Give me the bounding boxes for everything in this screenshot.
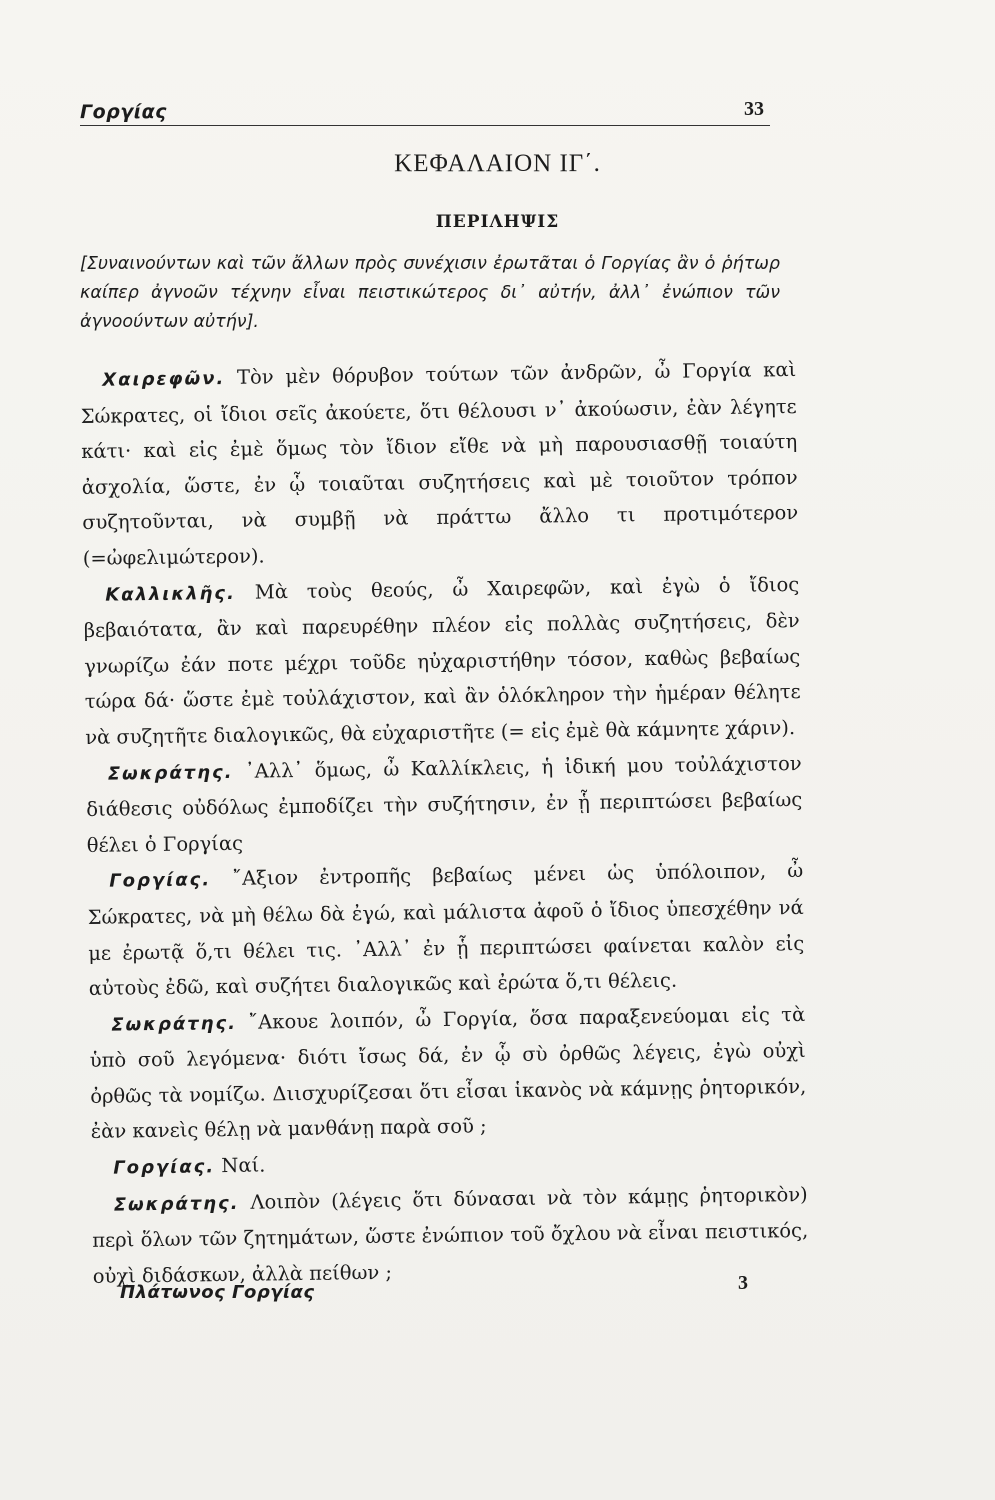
dialogue-paragraph <box>89 997 807 1150</box>
speech-text: ῎Αξιον ἐντροπῆς βεβαίως μένει ὡς ὑπόλοιπον, ὦ Σώκρατες, νὰ μὴ θέλω δὰ ἐγώ, καὶ μάλιστα ἀφοῦ ὁ ἴδιος ὑπεσχέθην νά με ἐρωτᾷ ὅ,τι θέλει τις. ᾽Αλλ᾽ ἐν ᾗ περιπτώσει φαίνεται καλὸν εἰς αὐτοὺς ἐδῶ, καὶ συζήτει διαλογικῶς καὶ ἐρώτα ὅ,τι θέλεις. <box>87 859 805 1001</box>
dialogue-body <box>80 352 809 1294</box>
speech-text: Τὸν μὲν θόρυβον τούτων τῶν ἀνδρῶν, ὦ Γοργία καὶ Σώκρατες, οἱ ἴδιοι σεῖς ἀκούετε, ὅτι θέλουσι ν᾽ ἀκούωσιν, ἐὰν λέγητε κάτι· καὶ εἰς ἐμὲ ὅμως τὸν ἴδιον εἴθε νὰ μὴ παρουσιασθῇ τοιαύτη ἀσχολία, ὥστε, ἐν ᾧ τοιαῦται συζητήσεις καὶ μὲ τοιοῦτον τρόπον συζητοῦνται, νὰ συμβῇ νὰ πράττω ἄλλο τι προτιμότερον (=ὠφελιμώτερον). <box>80 358 799 570</box>
dialogue-paragraph <box>87 853 805 1006</box>
speaker-name: Γοργίας. <box>113 1156 216 1179</box>
signature-mark: 3 <box>738 1272 748 1294</box>
speaker-name: Καλλικλῆς. <box>105 582 237 606</box>
running-title: Γοργίας <box>80 101 167 123</box>
speech-text: ᾽Αλλ᾽ ὅμως, ὦ Καλλίκλεις, ἡ ἰδική μου τοὐλάχιστον διάθεσις οὐδόλως ἐμποδίζει τὴν συζήτησιν, ἐν ᾗ περιπτώσει βεβαίως θέλει ὁ Γοργίας <box>86 751 803 857</box>
speaker-name: Χαιρεφῶν. <box>102 367 226 391</box>
speech-text: Ναί. <box>221 1153 266 1178</box>
dialogue-paragraph <box>92 1177 809 1295</box>
speech-text: ῎Ακουε λοιπόν, ὦ Γοργία, ὅσα παραξενεύομαι εἰς τὰ ὑπὸ σοῦ λεγόμενα· διότι ἴσως δά, ἐν ᾧ σὺ ὀρθῶς λέγεις, ἐγὼ οὐχὶ ὀρθῶς τὰ νομίζω. Διισχυρίζεσαι ὅτι εἶσαι ἱκανὸς νὰ κάμνῃς ῥητορικόν, ἐὰν κανεὶς θέλῃ νὰ μανθάνῃ παρὰ σοῦ ; <box>89 1002 807 1144</box>
dialogue-paragraph <box>80 352 799 577</box>
chapter-heading: ΚΕΦΑΛΑΙΟΝ ΙΓ΄. <box>394 150 601 177</box>
speaker-name: Σωκράτης. <box>113 1192 240 1216</box>
footer-book-title: Πλάτωνος Γοργίας <box>120 1282 315 1303</box>
speech-text: Λοιπὸν (λέγεις ὅτι δύνασαι νὰ τὸν κάμῃς ῥητορικὸν) περὶ ὅλων τῶν ζητημάτων, ὥστε ἐνώπιον τοῦ ὄχλου νὰ εἶναι πειστικός, οὐχὶ διδάσκων, ἀλλὰ πείθων ; <box>92 1182 809 1288</box>
speaker-name: Σωκράτης. <box>111 1012 238 1036</box>
dialogue-paragraph <box>83 567 801 756</box>
page-number: 33 <box>744 98 764 120</box>
speaker-name: Σωκράτης. <box>107 761 234 785</box>
page-header <box>80 95 770 126</box>
summary-heading: ΠΕΡΙΛΗΨΙΣ <box>435 212 560 232</box>
speech-text: Μὰ τοὺς θεούς, ὦ Χαιρεφῶν, καὶ ἐγὼ ὁ ἴδιος βεβαιότατα, ἂν καὶ παρευρέθην πλέον εἰς πολλὰς συζητήσεις, δὲν γνωρίζω ἐάν ποτε μέχρι τοῦδε ηὐχαριστήθην τόσον, καθὼς βεβαίως τώρα δά· ὥστε ἐμὲ τοὐλάχιστον, καὶ ἂν ὁλόκληρον τὴν ἡμέραν θέλητε νὰ συζητῆτε διαλογικῶς, θὰ εὐχαριστῆτε (= εἰς ἐμὲ θὰ κάμνητε χάριν). <box>83 572 801 749</box>
dialogue-paragraph <box>85 745 802 863</box>
speaker-name: Γοργίας. <box>109 869 212 892</box>
chapter-summary: [Συναινούντων καὶ τῶν ἄλλων πρὸς συνέχισιν ἐρωτᾶται ὁ Γοργίας ἂν ὁ ῥήτωρ καίπερ ἀγνοῶν τέχνην εἶναι πειστικώτερος δι᾽ αὐτήν, ἀλλ᾽ ἐνώπιον τῶν ἀγνοούντων αὐτήν]. <box>80 254 780 332</box>
